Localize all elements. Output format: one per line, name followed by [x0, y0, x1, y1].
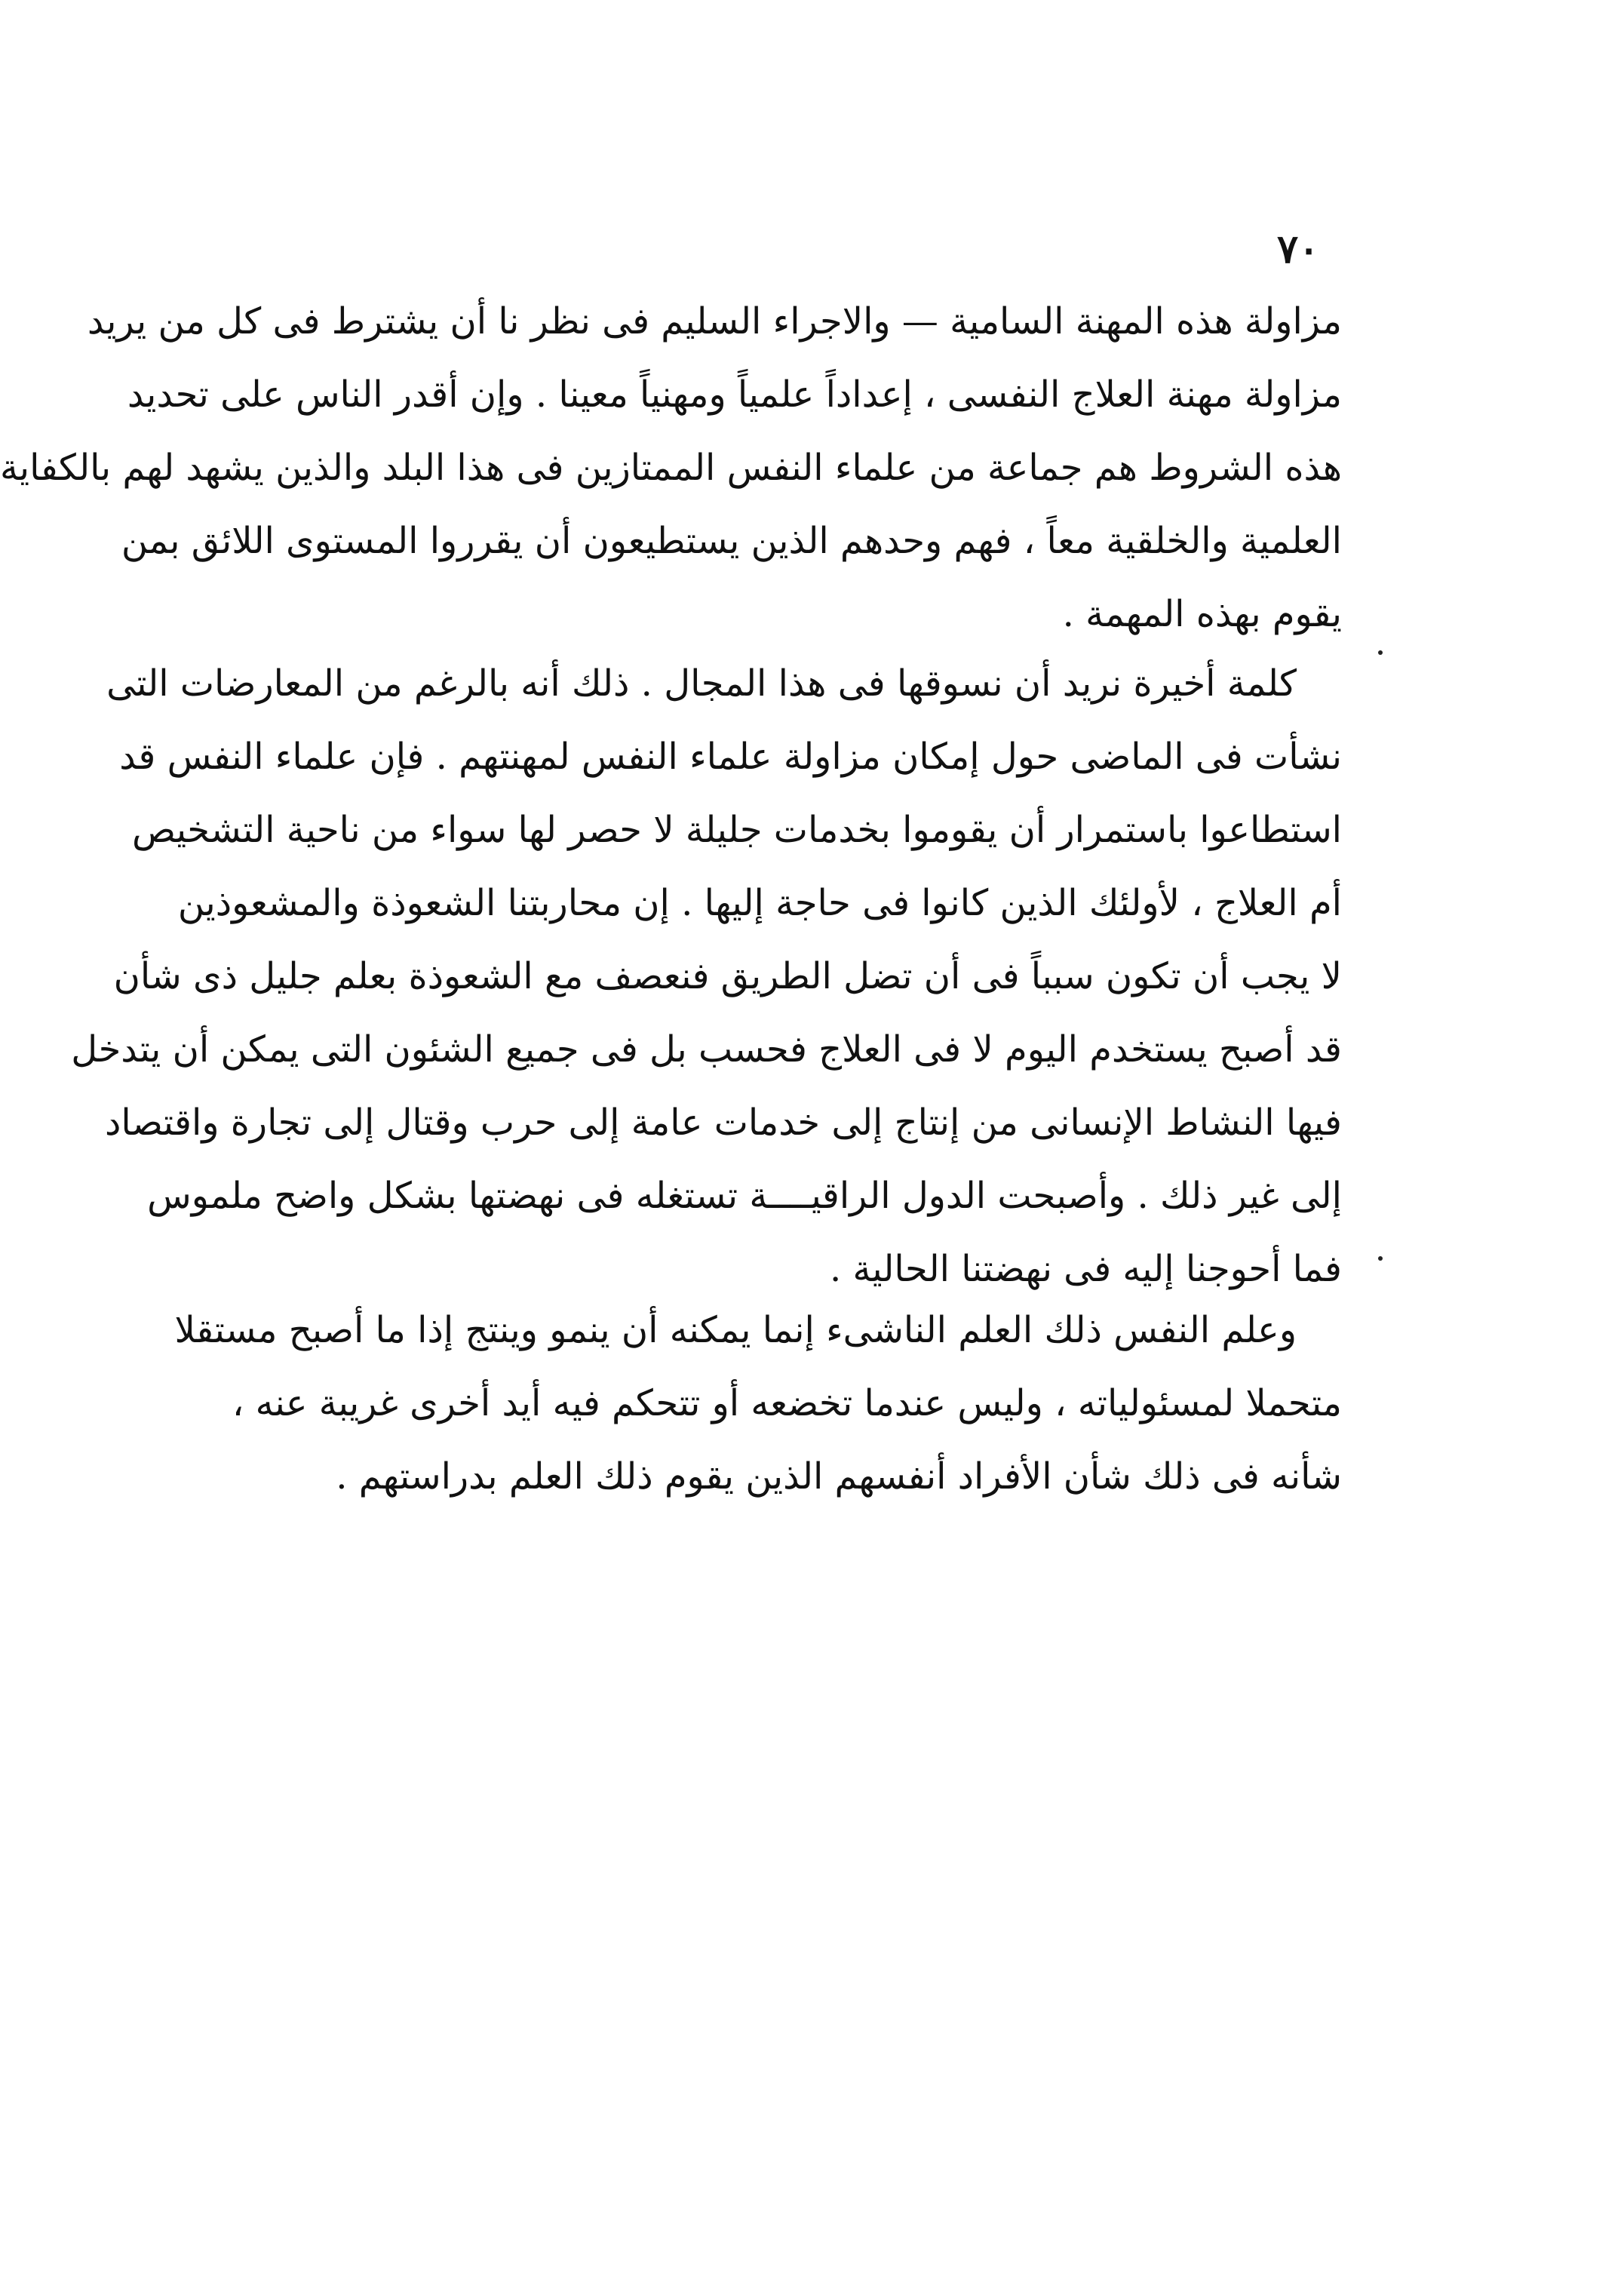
text-line: لا يجب أن تكون سبباً فى أن تضل الطريق فنعصف مع الشعوذة بعلم جليل ذى شأن: [113, 955, 1342, 997]
text-line: فيها النشاط الإنسانى من إنتاج إلى خدمات عامة إلى حرب وقتال إلى تجارة واقتصاد: [104, 1102, 1342, 1144]
scan-speck: [1378, 1256, 1383, 1261]
text-line: قد أصبح يستخدم اليوم لا فى العلاج فحسب بل فى جميع الشئون التى يمكن أن يتدخل: [71, 1028, 1342, 1071]
text-line: مزاولة هذه المهنة السامية — والاجراء السليم فى نظر نا أن يشترط فى كل من يريد: [87, 300, 1342, 343]
paragraph-1: [0, 285, 1342, 651]
text-line: استطاعوا باستمرار أن يقوموا بخدمات جليلة لا حصر لها سواء من ناحية التشخيص: [131, 809, 1342, 851]
text-line: وعلم النفس ذلك العلم الناشىء إنما يمكنه أن ينمو وينتج إذا ما أصبح مستقلا: [174, 1309, 1297, 1351]
text-line: شأنه فى ذلك شأن الأفراد أنفسهم الذين يقوم ذلك العلم بدراستهم .: [336, 1455, 1342, 1498]
text-line: كلمة أخيرة نريد أن نسوقها فى هذا المجال . ذلك أنه بالرغم من المعارضات التى: [106, 662, 1297, 705]
scan-speck: [1378, 650, 1383, 655]
text-line: مزاولة مهنة العلاج النفسى ، إعداداً علمياً ومهنياً معينا . وإن أقدر الناس على تحديد: [127, 373, 1342, 416]
text-line: متحملا لمسئولياته ، وليس عندما تخضعه أو تتحكم فيه أيد أخرى غريبة عنه ،: [232, 1382, 1342, 1424]
page-number: ٧٠: [1277, 226, 1319, 272]
text-line: هذه الشروط هم جماعة من علماء النفس الممتازين فى هذا البلد والذين يشهد لهم بالكفاية: [0, 447, 1342, 489]
text-line: نشأت فى الماضى حول إمكان مزاولة علماء النفس لمهنتهم . فإن علماء النفس قد: [119, 736, 1342, 778]
text-line: إلى غير ذلك . وأصبحت الدول الراقيــــة تستغله فى نهضتها بشكل واضح ملموس: [147, 1175, 1342, 1217]
paragraph-2: [71, 647, 1342, 1306]
text-line: العلمية والخلقية معاً ، فهم وحدهم الذين يستطيعون أن يقرروا المستوى اللائق بمن: [121, 520, 1342, 562]
paragraph-3: [174, 1294, 1342, 1513]
text-line: فما أحوجنا إليه فى نهضتنا الحالية .: [830, 1248, 1342, 1290]
text-line: أم العلاج ، لأولئك الذين كانوا فى حاجة إليها . إن محاربتنا الشعوذة والمشعوذين: [177, 882, 1342, 924]
text-line: يقوم بهذه المهمة .: [1062, 593, 1342, 635]
